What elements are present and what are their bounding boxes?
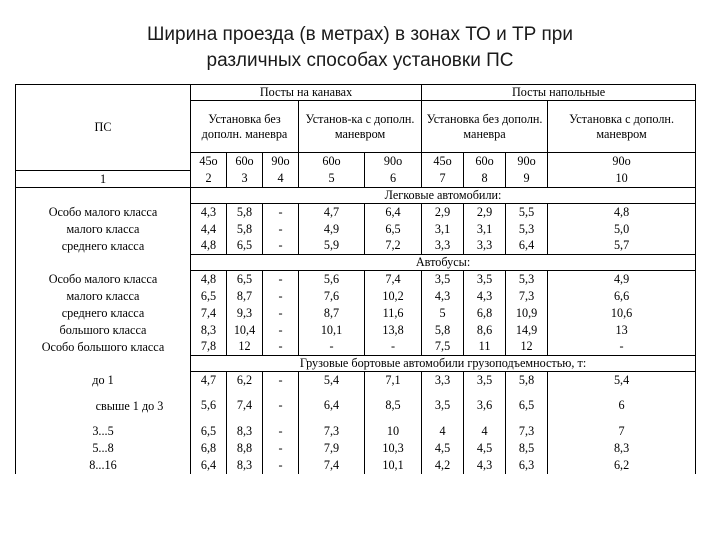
table-cell: 6,5 (227, 271, 263, 288)
table-cell: - (263, 221, 299, 238)
table-row (16, 305, 696, 322)
table-cell: 4,3 (464, 457, 506, 474)
table-cell: 6,4 (506, 238, 548, 255)
header-group-g4: Установка с дополн. маневром (548, 101, 696, 153)
table-row (16, 288, 696, 305)
table-cell: 5,6 (191, 389, 227, 423)
column-number: 9 (506, 171, 548, 188)
table-cell: 6,8 (191, 440, 227, 457)
table-cell: 5,8 (506, 372, 548, 389)
row-label: Особо большого класса (16, 339, 191, 356)
table-row (16, 322, 696, 339)
row-label: малого класса (16, 221, 191, 238)
table-cell: 10,1 (365, 457, 422, 474)
table-cell: 6,5 (227, 238, 263, 255)
column-number: 3 (227, 171, 263, 188)
table-cell: 6,4 (299, 389, 365, 423)
table-row (16, 238, 696, 255)
table-row (16, 423, 696, 440)
angle-header: 90о (365, 153, 422, 171)
angle-header: 90о (548, 153, 696, 171)
column-number: 10 (548, 171, 696, 188)
table-cell: 2,9 (422, 204, 464, 221)
table-cell: 3,3 (422, 372, 464, 389)
table-cell: 8,3 (548, 440, 696, 457)
table-row (16, 204, 696, 221)
table-cell: 5,9 (299, 238, 365, 255)
table-cell: 11 (464, 339, 506, 356)
table-cell: 4,3 (464, 288, 506, 305)
table-cell: 3,1 (464, 221, 506, 238)
table-cell: - (548, 339, 696, 356)
table-cell: 7,2 (365, 238, 422, 255)
table-cell: 3,5 (422, 271, 464, 288)
table-cell: 5,8 (227, 204, 263, 221)
table-cell: 8,5 (365, 389, 422, 423)
table-cell: - (263, 305, 299, 322)
table-cell: 6,2 (227, 372, 263, 389)
table-cell: 4,8 (191, 271, 227, 288)
table-row (16, 171, 696, 188)
header-group-g1: Установка без дополн. маневра (191, 101, 299, 153)
table-cell: 6,2 (548, 457, 696, 474)
table-cell: 5 (422, 305, 464, 322)
angle-header: 60о (227, 153, 263, 171)
table-cell: 7,5 (422, 339, 464, 356)
table-cell: 8,3 (227, 457, 263, 474)
table-cell: 4,8 (548, 204, 696, 221)
header-posts-floor: Посты напольные (422, 85, 696, 101)
table-cell: 8,3 (227, 423, 263, 440)
table-cell: - (263, 440, 299, 457)
table-cell: 8,7 (227, 288, 263, 305)
table-cell: 3,5 (464, 271, 506, 288)
table-cell: 3,3 (464, 238, 506, 255)
table-cell: 6,5 (191, 288, 227, 305)
table-row (16, 188, 696, 204)
title-line-2: различных способах установки ПС (206, 50, 514, 71)
table-cell: 3,5 (422, 389, 464, 423)
table-cell: 7,6 (299, 288, 365, 305)
table-cell: 7,9 (299, 440, 365, 457)
section-title: Грузовые бортовые автомобили грузоподъемностью, т: (191, 356, 696, 372)
table-cell: 5,3 (506, 271, 548, 288)
table-cell: - (365, 339, 422, 356)
table-cell: 3,6 (464, 389, 506, 423)
header-group-g3: Установка без дополн. маневра (422, 101, 548, 153)
angle-header: 45о (191, 153, 227, 171)
table-cell: - (263, 238, 299, 255)
table-cell: 8,6 (464, 322, 506, 339)
table-row (16, 372, 696, 389)
table-cell: 10 (365, 423, 422, 440)
section-title-spacer (16, 356, 191, 372)
table-cell: 5,8 (422, 322, 464, 339)
table-cell: 6,5 (365, 221, 422, 238)
column-number: 5 (299, 171, 365, 188)
table-row (16, 389, 696, 423)
table-cell: 3,3 (422, 238, 464, 255)
row-label: среднего класса (16, 305, 191, 322)
table-cell: 7,3 (299, 423, 365, 440)
table-cell: 7,8 (191, 339, 227, 356)
header-posts-canal: Посты на канавах (191, 85, 422, 101)
table-cell: 6,5 (506, 389, 548, 423)
table-cell: 4 (464, 423, 506, 440)
table-cell: 6,4 (191, 457, 227, 474)
table-cell: 8,3 (191, 322, 227, 339)
table-cell: 9,3 (227, 305, 263, 322)
table-cell: 4,7 (299, 204, 365, 221)
table-cell: 6,6 (548, 288, 696, 305)
angle-header: 90о (263, 153, 299, 171)
table-cell: 5,8 (227, 221, 263, 238)
column-number: 7 (422, 171, 464, 188)
table-cell: 4,2 (422, 457, 464, 474)
row-label: Особо малого класса (16, 204, 191, 221)
table-cell: 6,5 (191, 423, 227, 440)
header-group-g2: Установ-ка с дополн. маневром (299, 101, 422, 153)
angle-header: 90о (506, 153, 548, 171)
section-title: Легковые автомобили: (191, 188, 696, 204)
table-cell: - (263, 339, 299, 356)
width-table (15, 84, 696, 474)
table-cell: 4,4 (191, 221, 227, 238)
table-title (0, 22, 720, 74)
table-cell: 5,4 (299, 372, 365, 389)
table-cell: 5,3 (506, 221, 548, 238)
table-cell: 5,6 (299, 271, 365, 288)
table-cell: 7,4 (299, 457, 365, 474)
table-cell: 7,3 (506, 288, 548, 305)
column-number: 6 (365, 171, 422, 188)
table-row (16, 457, 696, 474)
title-line-1: Ширина проезда (в метрах) в зонах ТО и ТР при (147, 24, 573, 45)
table-cell: 5,7 (548, 238, 696, 255)
table-cell: 5,4 (548, 372, 696, 389)
table-cell: 6,3 (506, 457, 548, 474)
row-label: до 1 (16, 372, 191, 389)
table-cell: 6,4 (365, 204, 422, 221)
table-cell: - (263, 204, 299, 221)
table-cell: 2,9 (464, 204, 506, 221)
table-cell: 13,8 (365, 322, 422, 339)
table-cell: 4,9 (548, 271, 696, 288)
table-cell: - (263, 389, 299, 423)
angle-header: 60о (464, 153, 506, 171)
table-cell: 4,3 (422, 288, 464, 305)
table-cell: - (263, 322, 299, 339)
table-cell: 10,9 (506, 305, 548, 322)
table-cell: - (263, 271, 299, 288)
table-cell: 8,7 (299, 305, 365, 322)
section-title-spacer (16, 255, 191, 271)
table-cell: 7,3 (506, 423, 548, 440)
table-cell: 7,4 (191, 305, 227, 322)
table-cell: 7 (548, 423, 696, 440)
row-label: 3...5 (16, 423, 191, 440)
table-cell: 7,1 (365, 372, 422, 389)
table-cell: 7,4 (365, 271, 422, 288)
row-label: среднего класса (16, 238, 191, 255)
table-cell: 4,5 (464, 440, 506, 457)
table-cell: 8,8 (227, 440, 263, 457)
table-cell: 4,7 (191, 372, 227, 389)
table-cell: - (299, 339, 365, 356)
row-label: 8...16 (16, 457, 191, 474)
table-cell: 5,5 (506, 204, 548, 221)
table-cell: 3,1 (422, 221, 464, 238)
table-cell: - (263, 457, 299, 474)
table-cell: 5,0 (548, 221, 696, 238)
table-row (16, 255, 696, 271)
table-cell: 10,6 (548, 305, 696, 322)
section-title-spacer (16, 188, 191, 204)
table-row (16, 356, 696, 372)
table-cell: - (263, 372, 299, 389)
header-ps: ПС (16, 85, 191, 171)
table-body (16, 85, 696, 474)
table-row (16, 271, 696, 288)
table-cell: - (263, 423, 299, 440)
row-label: малого класса (16, 288, 191, 305)
table-cell: 11,6 (365, 305, 422, 322)
table-cell: 14,9 (506, 322, 548, 339)
table-cell: 7,4 (227, 389, 263, 423)
row-label: свыше 1 до 3 (16, 389, 191, 423)
column-number: 4 (263, 171, 299, 188)
column-number: 1 (16, 171, 191, 188)
row-label: большого класса (16, 322, 191, 339)
angle-header: 45о (422, 153, 464, 171)
table-row (16, 85, 696, 101)
table-cell: 10,4 (227, 322, 263, 339)
table-cell: 6,8 (464, 305, 506, 322)
table-cell: 12 (227, 339, 263, 356)
row-label: Особо малого класса (16, 271, 191, 288)
column-number: 2 (191, 171, 227, 188)
table-row (16, 440, 696, 457)
table-cell: 4,3 (191, 204, 227, 221)
table-cell: 10,3 (365, 440, 422, 457)
table-cell: 4,8 (191, 238, 227, 255)
column-number: 8 (464, 171, 506, 188)
table-cell: 4,5 (422, 440, 464, 457)
section-title: Автобусы: (191, 255, 696, 271)
angle-header: 60о (299, 153, 365, 171)
table-cell: 10,1 (299, 322, 365, 339)
table-cell: - (263, 288, 299, 305)
table-cell: 13 (548, 322, 696, 339)
table-cell: 4,9 (299, 221, 365, 238)
table-cell: 8,5 (506, 440, 548, 457)
row-label: 5...8 (16, 440, 191, 457)
table-cell: 3,5 (464, 372, 506, 389)
table-row (16, 339, 696, 356)
table-row (16, 221, 696, 238)
table-cell: 10,2 (365, 288, 422, 305)
table-cell: 4 (422, 423, 464, 440)
table-cell: 12 (506, 339, 548, 356)
table-cell: 6 (548, 389, 696, 423)
